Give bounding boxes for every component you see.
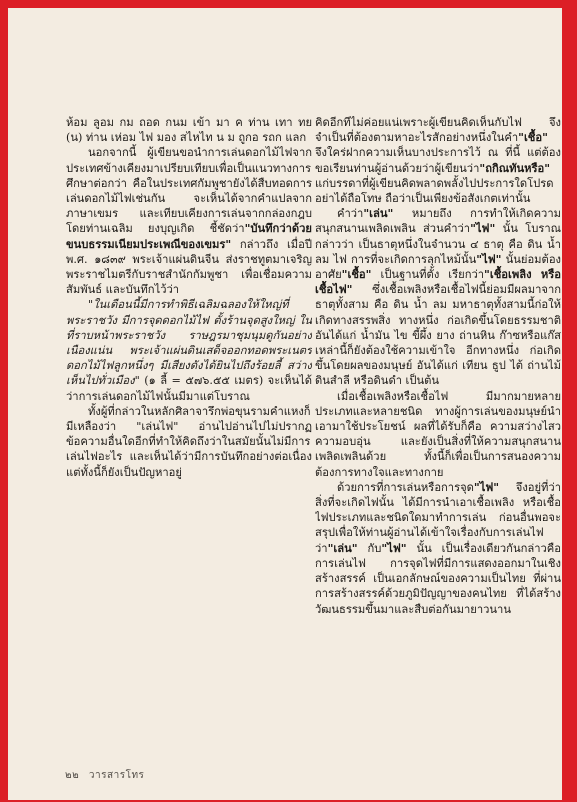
bold-term: "เชื้อ" (518, 130, 548, 145)
text-run: (๑ ลี้ = ๕๗๖.๕๕ เมตร) จะเห็นได้ว่าการเล่นดอกไม้ไฟนั้นมีมาแต่โบราณ (66, 374, 312, 403)
text-run: นอกจากนี้ ผู้เขียนขอนำการเล่นดอกไม้ไฟจากประเทศข้างเคียงมาเปรียบเทียบเพื่อเป็นแนวทางการศึกษาต่อกว่า คือในประเทศกัมพูชายังได้สืบทอดการเล่นดอกไม้ไฟเช่นกัน จะเห็นได้จากคำแปลจากภาษาเขมร และเทียบเคียงการเล่นจากกล่องกฎบ โดยท่านเฉลิม ยงบุญเกิด ชี้ชัดว่า (66, 146, 312, 236)
bold-term: "ไฟ" (473, 479, 500, 494)
paragraph: ห้อม ลูอม กม ถอด กนม เข้า มา ค ท่าน เทา ทย (น) ท่าน เห่อม ไฟ มอง สไหไท น ม ถูกอ รถก แลก (66, 116, 312, 145)
page-number: ๒๒ (65, 770, 80, 781)
text-run: แก่บรรดาที่ผู้เขียนคิดพลาดพลั้งไปประการใดโปรดอย่าได้ถือโทษ ถือว่าเป็นเพียงข้อสังเกตเท่านั้น (315, 176, 554, 206)
text-run: คำว่า (337, 207, 364, 221)
text-run: กับ (357, 541, 382, 555)
text-run: คิดอีกทีไม่ค่อยแน่เพราะผู้เขียนคิดเห็นกับไฟ จึงจำเป็นที่ต้องตามหาอะไรสักอย่างหนึ่งในคำ (315, 116, 561, 145)
text-run: นั้น เป็นเรื่องเดียวกันกล่าวคือ การเล่นไฟ การจุดไฟที่มีการแสดงออกมาในเชิงสร้างสรรค์ เป็นเอกลักษณ์ของความเป็นไทย ที่ผ่านการสร้างสรรค์ด้วยภูมิปัญญาของคนไทย ที่ได้สร้างวัฒนธรรมขึ้นมาและสืบต่อกันมายาวนาน (315, 541, 561, 616)
bold-term: "ไฟ" (381, 540, 407, 555)
text-run: ด้วยการที่การเล่นหรือการจุด (337, 480, 474, 494)
text-run: นั้น โบราณกล่าวว่า เป็นธาตุหนึ่งในจำนวน ๔ ธาตุ คือ ดิน น้ำ ลม ไฟ การที่จะเกิดการลุกไหม้นั้น (315, 222, 561, 266)
paragraph (66, 145, 312, 297)
text-column-right (315, 115, 561, 765)
paragraph: เมื่อเชื้อเพลิงหรือเชื้อไฟ มีมากมายหลายประเภทและหลายชนิด ทางผู้การเล่นของมนุษย์นำเอามาใช้ประโยชน์ ผลที่ได้รับก็คือ ความสว่างไสว ความอบอุ่น และยังเป็นสิ่งที่ให้ความสนุกสนานเพลิดเพลินด้วย ทั้งนี้ก็เพื่อเป็นการสนองความต้องการทางใจและทางกาย (315, 389, 561, 479)
bold-term: "เล่น" (327, 540, 358, 555)
text-column-left (66, 115, 312, 765)
paragraph (66, 297, 312, 403)
bold-term: "เล่น" (363, 206, 394, 221)
bold-term: "ถกิณทันหรือ" (479, 160, 551, 175)
text-run: เป็นฐานที่ตั้ง เรียกว่า (371, 268, 485, 282)
text-run: หมายถึง การทำให้เกิดความสนุกสนานเพลิดเพลิน ส่วนคำว่า (315, 207, 561, 236)
paragraph (315, 115, 561, 206)
text-run: นั้นย่อมต้องอาศัย (315, 252, 561, 282)
magazine-page (8, 8, 562, 800)
bold-term: "เชื้อ" (341, 267, 372, 282)
text-run: จึงอยู่ที่ว่า สิ่งที่จะเกิดไฟนั้น ได้มีการนำเอาเชื้อเพลิง หรือเชื้อไฟประเภทและชนิดใดมาทำการเล่น ก่อนอื่นพอจะสรุปเพื่อให้ท่านผู้อ่านได้เข้าใจเรื่องกับการเล่นไฟว่า (315, 480, 561, 555)
italic-quote: "ในเดือนนี้มีการทำพิธีเฉลิมฉลองให้ใหญ่ที่พระราชวัง มีการจุดดอกไม้ไฟ ตั้งร้านจุดสูงใหญ่ ในที่ราบหน้าพระราชวัง ราษฎรมาชุมนุมดูกันอย่างเนืองแน่น พระเจ้าแผ่นดินเสด็จออกทอดพระเนตร ดอกไม้ไฟลูกหนึ่งๆ มีเสียงดังได้ยินไปถึงร้อยลี้ สว่างเห็นไปทั่วเมือง" (66, 298, 312, 388)
text-run: จึงใคร่ฝากความเห็นบางประการไว้ ณ ที่นี้ แต่ต้องขอเรียนท่านผู้อ่านด้วยว่าผู้เขียนว่า (315, 146, 561, 175)
bold-quote: "บันทึกว่าด้วยขนบธรรมเนียมประเพณีของเขมร" (66, 221, 312, 251)
bold-term: "ไฟ" (476, 251, 502, 266)
bold-term: "ไฟ" (470, 221, 496, 236)
paragraph: ทั้งผู้ที่กล่าวในหลักศิลาจารึกพ่อขุนรามคำแหงก็มีเหลืองว่า "เล่นไฟ" อ่านไปอ่านไปไม่ปรากฏข้อความอื่นใดอีกที่ทำให้คิดถึงว่าในสมัยนั้นไม่มีการเล่นไฟอะไร และเห็นได้ว่ามีการบันทึกอย่างต่อเนื่อง แต่ทั้งนี้ก็ยังเป็นปัญหาอยู่ (66, 404, 312, 479)
page-folio (65, 768, 144, 783)
paragraph (315, 480, 561, 617)
text-run: กล่าวถึง เมื่อปี พ.ศ. ๑๘๓๙ พระเจ้าแผ่นดินจีน ส่งราชทูตมาเจริญพระราชไมตรีกับราชสำนักกัมพูชา เพื่อเชื่อมความสัมพันธ์ และบันทึกไว้ว่า (66, 237, 312, 297)
publication-title: วารสารโทร (88, 770, 145, 781)
text-run: ซึ่งเชื้อเพลิงหรือเชื้อไฟนี้ย่อมมีผลมาจากธาตุทั้งสาม คือ ดิน น้ำ ลม มหาธาตุทั้งสามนี้ก่อให้เกิดทางสรรพสิ่ง ทางหนึ่ง ก่อเกิดขึ้นโดยธรรมชาติ อันได้แก่ น้ำมัน ไข ขี้ผึ้ง ยาง ถ่านหิน ก๊าซหรือแก๊ส เหล่านี้ก็ยังต้องใช้ความเข้าใจ อีกทางหนึ่ง ก่อเกิดขึ้นโดยผลของมนุษย์ อันได้แก่ เทียน ธูป ไต้ ถ่านไม้ ดินสำลี หรือดินดำ เป็นต้น (315, 283, 561, 388)
bold-term: "เชื้อเพลิง หรือเชื้อไฟ" (315, 267, 561, 297)
paragraph (315, 206, 561, 388)
